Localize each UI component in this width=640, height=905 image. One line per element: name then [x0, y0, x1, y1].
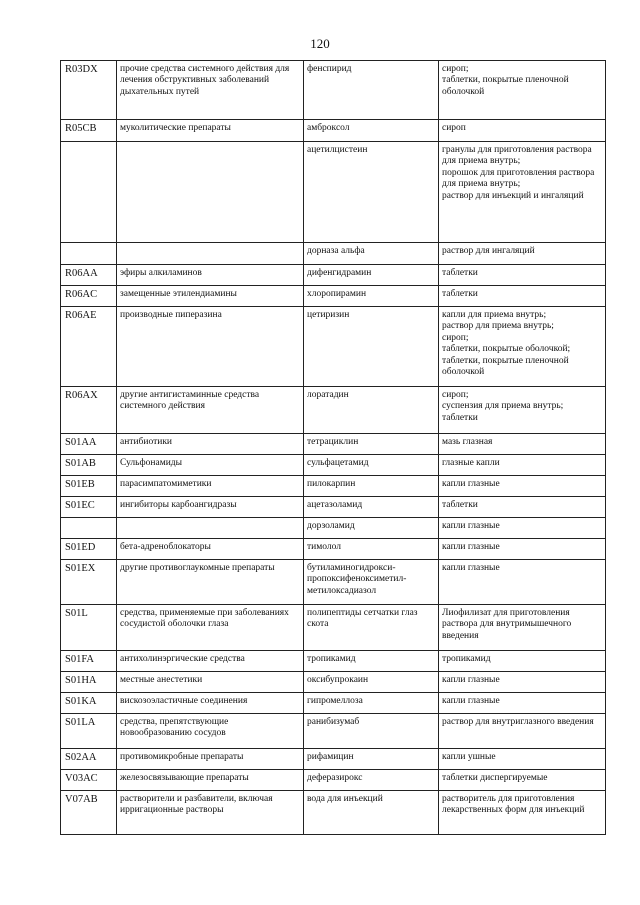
dosage-form-cell: таблетки	[439, 286, 606, 307]
dosage-form-cell: сироп	[439, 120, 606, 142]
drug-name-cell: тимолол	[304, 539, 439, 560]
atc-code-cell: R06AE	[61, 307, 117, 387]
atc-code-cell: R06AX	[61, 387, 117, 434]
drug-name-cell: ранибизумаб	[304, 714, 439, 749]
atc-code-cell: V03AC	[61, 770, 117, 791]
table-row	[61, 476, 606, 497]
pharmacological-group-cell	[117, 142, 304, 243]
atc-code-cell: S01ED	[61, 539, 117, 560]
table-row	[61, 770, 606, 791]
table-row	[61, 61, 606, 120]
page-number: 120	[310, 36, 330, 51]
table-row	[61, 120, 606, 142]
pharmacological-group-cell: антибиотики	[117, 434, 304, 455]
pharmacological-group-cell: муколитические препараты	[117, 120, 304, 142]
atc-code-cell: S01LA	[61, 714, 117, 749]
drug-table	[60, 60, 606, 835]
drug-name-cell: амброксол	[304, 120, 439, 142]
atc-code-cell: S01FA	[61, 651, 117, 672]
drug-name-cell: сульфацетамид	[304, 455, 439, 476]
pharmacological-group-cell: прочие средства системного действия для лечения обструктивных заболеваний дыхательных путей	[117, 61, 304, 120]
pharmacological-group-cell	[117, 243, 304, 265]
atc-code-cell: S01AB	[61, 455, 117, 476]
pharmacological-group-cell: Сульфонамиды	[117, 455, 304, 476]
atc-code-cell: S01HA	[61, 672, 117, 693]
table-row	[61, 605, 606, 651]
table-row	[61, 672, 606, 693]
atc-code-cell	[61, 142, 117, 243]
drug-name-cell: гипромеллоза	[304, 693, 439, 714]
table-row	[61, 714, 606, 749]
table-row	[61, 286, 606, 307]
dosage-form-cell: таблетки	[439, 497, 606, 518]
pharmacological-group-cell: средства, препятствующие новообразованию сосудов	[117, 714, 304, 749]
atc-code-cell: S01EC	[61, 497, 117, 518]
table-row	[61, 693, 606, 714]
atc-code-cell: S01AA	[61, 434, 117, 455]
dosage-form-cell: глазные капли	[439, 455, 606, 476]
table-row	[61, 651, 606, 672]
pharmacological-group-cell: другие противоглаукомные препараты	[117, 560, 304, 605]
dosage-form-cell: мазь глазная	[439, 434, 606, 455]
dosage-form-cell: капли глазные	[439, 476, 606, 497]
drug-name-cell: дорзоламид	[304, 518, 439, 539]
pharmacological-group-cell: местные анестетики	[117, 672, 304, 693]
table-row	[61, 497, 606, 518]
atc-code-cell	[61, 243, 117, 265]
dosage-form-cell: капли ушные	[439, 749, 606, 770]
pharmacological-group-cell: железосвязывающие препараты	[117, 770, 304, 791]
table-row	[61, 518, 606, 539]
dosage-form-cell: сироп; суспензия для приема внутрь; таблетки	[439, 387, 606, 434]
dosage-form-cell: капли глазные	[439, 560, 606, 605]
drug-name-cell: лоратадин	[304, 387, 439, 434]
atc-code-cell: S01EX	[61, 560, 117, 605]
pharmacological-group-cell: ингибиторы карбоангидразы	[117, 497, 304, 518]
atc-code-cell: S01L	[61, 605, 117, 651]
drug-name-cell: деферазирокс	[304, 770, 439, 791]
pharmacological-group-cell: парасимпатомиметики	[117, 476, 304, 497]
pharmacological-group-cell: другие антигистаминные средства системного действия	[117, 387, 304, 434]
pharmacological-group-cell	[117, 518, 304, 539]
pharmacological-group-cell: противомикробные препараты	[117, 749, 304, 770]
dosage-form-cell: капли глазные	[439, 518, 606, 539]
table-row	[61, 791, 606, 835]
drug-name-cell: рифамицин	[304, 749, 439, 770]
dosage-form-cell: капли для приема внутрь; раствор для приема внутрь; сироп; таблетки, покрытые оболочкой; таблетки, покрытые пленочной оболочкой	[439, 307, 606, 387]
drug-name-cell: фенспирид	[304, 61, 439, 120]
atc-code-cell: S01KA	[61, 693, 117, 714]
pharmacological-group-cell: вискозоэластичные соединения	[117, 693, 304, 714]
drug-name-cell: ацетазоламид	[304, 497, 439, 518]
atc-code-cell: R03DX	[61, 61, 117, 120]
pharmacological-group-cell: растворители и разбавители, включая ирригационные растворы	[117, 791, 304, 835]
drug-name-cell: тропикамид	[304, 651, 439, 672]
atc-code-cell	[61, 518, 117, 539]
table-row	[61, 307, 606, 387]
dosage-form-cell: таблетки	[439, 265, 606, 286]
pharmacological-group-cell: бета-адреноблокаторы	[117, 539, 304, 560]
pharmacological-group-cell: замещенные этилендиамины	[117, 286, 304, 307]
drug-name-cell: цетиризин	[304, 307, 439, 387]
dosage-form-cell: таблетки диспергируемые	[439, 770, 606, 791]
dosage-form-cell: капли глазные	[439, 693, 606, 714]
table-row	[61, 539, 606, 560]
pharmacological-group-cell: эфиры алкиламинов	[117, 265, 304, 286]
drug-name-cell: дорназа альфа	[304, 243, 439, 265]
pharmacological-group-cell: антихолинэргические средства	[117, 651, 304, 672]
table-row	[61, 387, 606, 434]
dosage-form-cell: тропикамид	[439, 651, 606, 672]
drug-name-cell: хлоропирамин	[304, 286, 439, 307]
dosage-form-cell: раствор для внутриглазного введения	[439, 714, 606, 749]
atc-code-cell: R05CB	[61, 120, 117, 142]
drug-name-cell: дифенгидрамин	[304, 265, 439, 286]
drug-name-cell: бутиламиногидрокси-пропоксифеноксиметил-метилоксадиазол	[304, 560, 439, 605]
pharmacological-group-cell: производные пиперазина	[117, 307, 304, 387]
drug-name-cell: вода для инъекций	[304, 791, 439, 835]
table-row	[61, 243, 606, 265]
drug-name-cell: пилокарпин	[304, 476, 439, 497]
atc-code-cell: S01EB	[61, 476, 117, 497]
atc-code-cell: R06AA	[61, 265, 117, 286]
table-row	[61, 749, 606, 770]
table-row	[61, 560, 606, 605]
drug-name-cell: полипептиды сетчатки глаз скота	[304, 605, 439, 651]
drug-name-cell: тетрациклин	[304, 434, 439, 455]
dosage-form-cell: Лиофилизат для приготовления раствора для внутримышечного введения	[439, 605, 606, 651]
drug-table-body	[61, 61, 606, 835]
dosage-form-cell: растворитель для приготовления лекарственных форм для инъекций	[439, 791, 606, 835]
pharmacological-group-cell: средства, применяемые при заболеваниях сосудистой оболочки глаза	[117, 605, 304, 651]
table-row	[61, 434, 606, 455]
drug-name-cell: ацетилцистеин	[304, 142, 439, 243]
atc-code-cell: R06AC	[61, 286, 117, 307]
dosage-form-cell: раствор для ингаляций	[439, 243, 606, 265]
dosage-form-cell: капли глазные	[439, 672, 606, 693]
dosage-form-cell: гранулы для приготовления раствора для приема внутрь; порошок для приготовления раствора для приема внутрь; раствор для инъекций и ингаляций	[439, 142, 606, 243]
atc-code-cell: V07AB	[61, 791, 117, 835]
drug-name-cell: оксибупрокаин	[304, 672, 439, 693]
atc-code-cell: S02AA	[61, 749, 117, 770]
table-row	[61, 142, 606, 243]
table-row	[61, 265, 606, 286]
table-row	[61, 455, 606, 476]
dosage-form-cell: капли глазные	[439, 539, 606, 560]
dosage-form-cell: сироп; таблетки, покрытые пленочной оболочкой	[439, 61, 606, 120]
